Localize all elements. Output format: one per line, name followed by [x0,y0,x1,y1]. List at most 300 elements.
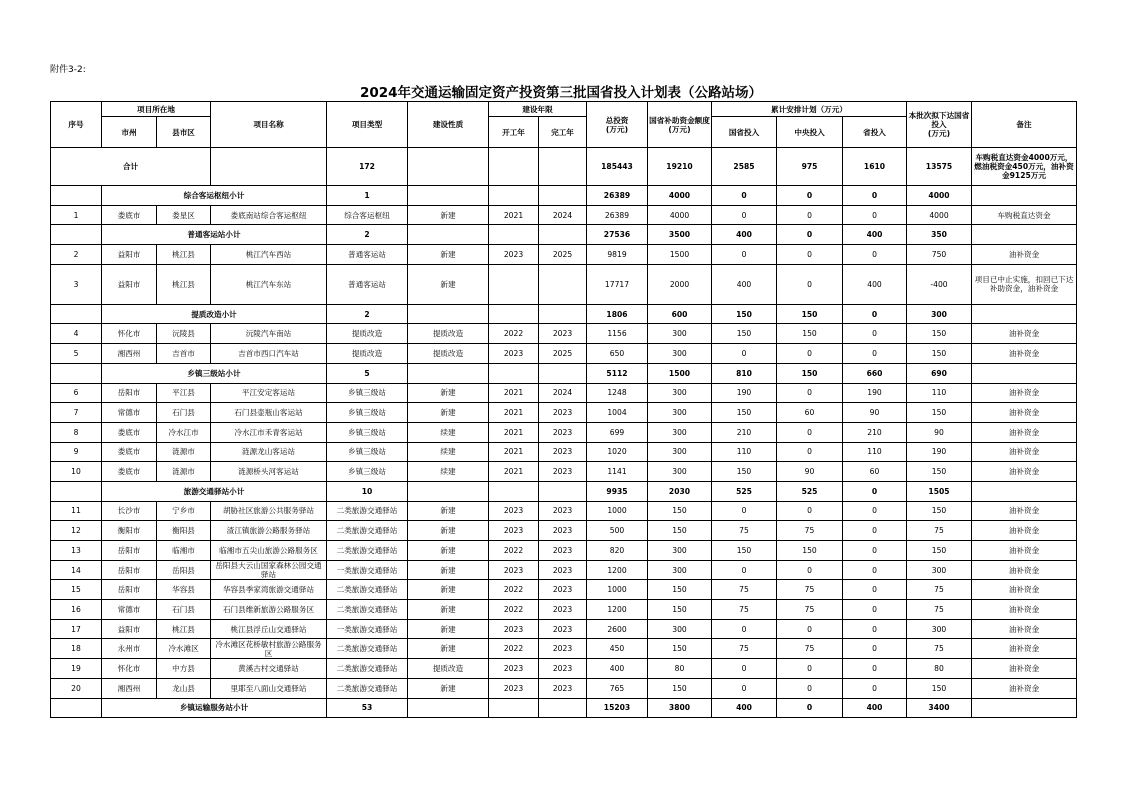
row-total-investment: 26389 [587,186,648,206]
table-row [51,245,1077,265]
row-project-type: 二类旅游交通驿站 [327,600,408,620]
row-remark: 油补资金 [972,521,1077,541]
row-project-name: 岳阳县大云山国家森林公园交通驿站 [211,560,327,580]
row-county: 桃江县 [157,619,211,639]
table-row [51,324,1077,344]
row-end-year: 2024 [539,205,587,225]
row-seq: 2 [51,245,102,265]
table-row [51,422,1077,442]
row-subsidy: 300 [648,442,712,462]
row-remark: 油补资金 [972,383,1077,403]
row-start-year: 2021 [489,442,539,462]
row-end-year: 2023 [539,541,587,561]
row-county: 沅陵县 [157,324,211,344]
row-this-batch: 150 [907,541,972,561]
header-this-batch: 本批次拟下达国省投入 (万元) [907,102,972,148]
row-county: 娄星区 [157,205,211,225]
row-state-investment: 150 [712,403,777,423]
row-construction-nature: 新建 [408,600,489,620]
row-remark: 项目已中止实施，扣回已下达补助资金，油补资金 [972,264,1077,304]
row-total-investment: 1156 [587,324,648,344]
row-subsidy: 80 [648,659,712,679]
row-state-investment: 0 [712,344,777,364]
row-state-investment: 75 [712,521,777,541]
subtotal-label: 综合客运枢纽小计 [102,186,327,206]
row-provincial-investment: 400 [843,698,907,718]
row-construction-nature: 新建 [408,521,489,541]
row-state-investment: 150 [712,462,777,482]
row-city: 长沙市 [102,501,157,521]
row-start-year: 2023 [489,678,539,698]
subtotal-row [51,225,1077,245]
row-central-investment: 525 [777,481,843,501]
row-central-investment: 0 [777,344,843,364]
row-total-investment: 1200 [587,560,648,580]
row-remark: 油补资金 [972,501,1077,521]
subtotal-label: 乡镇运输服务站小计 [102,698,327,718]
page-title: 2024年交通运输固定资产投资第三批国省投入计划表（公路站场） [359,85,763,101]
row-seq: 3 [51,264,102,304]
row-this-batch: 150 [907,403,972,423]
row-project-name: 桃江汽车西站 [211,245,327,265]
total-central: 975 [777,148,843,186]
row-this-batch: 150 [907,324,972,344]
row-city: 益阳市 [102,245,157,265]
row-this-batch: 150 [907,344,972,364]
row-total-investment: 15203 [587,698,648,718]
row-provincial-investment: 0 [843,541,907,561]
row-subsidy: 1500 [648,245,712,265]
row-central-investment: 0 [777,186,843,206]
total-batch: 13575 [907,148,972,186]
row-this-batch: 110 [907,383,972,403]
row-subsidy: 150 [648,678,712,698]
row-start-year: 2022 [489,600,539,620]
row-provincial-investment: 0 [843,521,907,541]
row-state-investment: 0 [712,245,777,265]
row-seq: 12 [51,521,102,541]
row-project-name: 里耶至八面山交通驿站 [211,678,327,698]
row-central-investment: 75 [777,600,843,620]
row-end-year: 2023 [539,639,587,659]
row-city: 岳阳市 [102,560,157,580]
row-seq: 10 [51,462,102,482]
row-remark [972,186,1077,206]
row-central-investment: 0 [777,225,843,245]
row-subsidy: 4000 [648,186,712,206]
total-subsidy: 19210 [648,148,712,186]
row-project-type: 综合客运枢纽 [327,205,408,225]
subtotal-type-count: 1 [327,186,408,206]
table-row [51,501,1077,521]
row-seq: 14 [51,560,102,580]
row-project-name: 石门县壶瓶山客运站 [211,403,327,423]
row-project-type: 乡镇三级站 [327,383,408,403]
row-city: 岳阳市 [102,580,157,600]
row-seq: 4 [51,324,102,344]
row-start-year: 2023 [489,344,539,364]
row-project-type: 乡镇三级站 [327,422,408,442]
row-end-year: 2023 [539,560,587,580]
row-state-investment: 400 [712,264,777,304]
row-project-type: 二类旅游交通驿站 [327,501,408,521]
header-state-investment: 国省投入 [712,117,777,148]
row-end-year: 2023 [539,521,587,541]
table-row [51,403,1077,423]
total-state: 2585 [712,148,777,186]
row-end-year: 2023 [539,659,587,679]
row-this-batch: 4000 [907,205,972,225]
row-construction-nature: 新建 [408,619,489,639]
row-central-investment: 90 [777,462,843,482]
row-project-type: 一类旅游交通驿站 [327,560,408,580]
row-state-investment: 75 [712,639,777,659]
row-end-year: 2023 [539,462,587,482]
row-remark: 油补资金 [972,560,1077,580]
header-seq: 序号 [51,102,102,148]
row-remark: 车购税直达资金 [972,205,1077,225]
row-state-investment: 0 [712,560,777,580]
row-project-type: 普通客运站 [327,245,408,265]
subtotal-label: 普通客运站小计 [102,225,327,245]
row-subsidy: 300 [648,403,712,423]
row-total-investment: 400 [587,659,648,679]
row-central-investment: 150 [777,541,843,561]
row-total-investment: 1141 [587,462,648,482]
row-remark [972,698,1077,718]
row-end-year: 2023 [539,501,587,521]
table-row [51,344,1077,364]
row-this-batch: 350 [907,225,972,245]
subtotal-type-count: 2 [327,304,408,324]
row-construction-nature: 提质改造 [408,344,489,364]
row-project-name: 华容县季家湾旅游交通驿站 [211,580,327,600]
row-subsidy: 1500 [648,363,712,383]
row-county: 桃江县 [157,264,211,304]
row-county: 冷水江市 [157,422,211,442]
row-end-year: 2023 [539,678,587,698]
row-county: 岳阳县 [157,560,211,580]
row-start-year: 2022 [489,580,539,600]
row-central-investment: 0 [777,383,843,403]
row-project-name: 石门县维新旅游公路服务区 [211,600,327,620]
row-county: 临湘市 [157,541,211,561]
row-this-batch: 150 [907,462,972,482]
row-project-name: 渣江镇旅游公路服务驿站 [211,521,327,541]
table-row [51,442,1077,462]
row-this-batch: 690 [907,363,972,383]
row-end-year [539,264,587,304]
row-provincial-investment: 0 [843,501,907,521]
row-construction-nature: 新建 [408,403,489,423]
row-total-investment: 9935 [587,481,648,501]
row-start-year: 2021 [489,205,539,225]
row-remark: 油补资金 [972,344,1077,364]
row-seq: 15 [51,580,102,600]
row-project-name: 冷水江市禾青客运站 [211,422,327,442]
row-this-batch: 80 [907,659,972,679]
row-county: 石门县 [157,600,211,620]
table-row [51,462,1077,482]
table-row [51,521,1077,541]
row-county: 宁乡市 [157,501,211,521]
row-provincial-investment: 400 [843,225,907,245]
row-total-investment: 500 [587,521,648,541]
row-county: 石门县 [157,403,211,423]
row-this-batch: 150 [907,678,972,698]
row-start-year: 2021 [489,462,539,482]
row-provincial-investment: 0 [843,560,907,580]
row-provincial-investment: 0 [843,245,907,265]
row-central-investment: 75 [777,639,843,659]
row-total-investment: 699 [587,422,648,442]
row-seq: 18 [51,639,102,659]
row-provincial-investment: 0 [843,344,907,364]
total-type-count: 172 [327,148,408,186]
row-city: 益阳市 [102,619,157,639]
row-seq: 17 [51,619,102,639]
row-central-investment: 0 [777,698,843,718]
row-seq: 9 [51,442,102,462]
row-total-investment: 5112 [587,363,648,383]
row-construction-nature: 提质改造 [408,324,489,344]
row-construction-nature: 新建 [408,205,489,225]
row-end-year: 2023 [539,324,587,344]
row-state-investment: 75 [712,600,777,620]
row-remark [972,481,1077,501]
row-start-year: 2021 [489,422,539,442]
header-subsidy-quota: 国省补助资金额度 (万元) [648,102,712,148]
row-state-investment: 400 [712,698,777,718]
row-total-investment: 17717 [587,264,648,304]
table-row [51,383,1077,403]
row-project-name: 涟源桥头河客运站 [211,462,327,482]
row-provincial-investment: 0 [843,600,907,620]
row-construction-nature: 新建 [408,501,489,521]
table-row [51,205,1077,225]
row-start-year: 2022 [489,541,539,561]
row-remark: 油补资金 [972,541,1077,561]
row-construction-nature: 续建 [408,422,489,442]
row-total-investment: 1000 [587,501,648,521]
row-this-batch: 75 [907,580,972,600]
row-end-year: 2025 [539,344,587,364]
row-state-investment: 0 [712,619,777,639]
row-provincial-investment: 0 [843,304,907,324]
row-this-batch: 300 [907,304,972,324]
row-provincial-investment: 0 [843,580,907,600]
row-construction-nature: 新建 [408,560,489,580]
row-project-type: 二类旅游交通驿站 [327,521,408,541]
subtotal-row [51,304,1077,324]
row-city: 岳阳市 [102,541,157,561]
row-subsidy: 300 [648,383,712,403]
table-row [51,639,1077,659]
row-start-year: 2021 [489,403,539,423]
header-start-year: 开工年 [489,117,539,148]
row-remark: 油补资金 [972,619,1077,639]
header-city: 市州 [102,117,157,148]
row-this-batch: 75 [907,639,972,659]
row-county: 涟源市 [157,442,211,462]
header-central-investment: 中央投入 [777,117,843,148]
row-this-batch: 1505 [907,481,972,501]
row-remark [972,304,1077,324]
subtotal-row [51,186,1077,206]
table-row [51,560,1077,580]
row-project-type: 普通客运站 [327,264,408,304]
row-seq: 19 [51,659,102,679]
row-end-year: 2023 [539,600,587,620]
row-subsidy: 300 [648,462,712,482]
row-state-investment: 190 [712,383,777,403]
row-state-investment: 150 [712,324,777,344]
row-state-investment: 525 [712,481,777,501]
row-central-investment: 0 [777,442,843,462]
total-label: 合计 [51,148,211,186]
row-state-investment: 210 [712,422,777,442]
row-end-year: 2023 [539,619,587,639]
row-seq: 16 [51,600,102,620]
row-project-type: 乡镇三级站 [327,442,408,462]
row-central-investment: 60 [777,403,843,423]
row-start-year: 2022 [489,639,539,659]
row-construction-nature: 续建 [408,442,489,462]
row-central-investment: 0 [777,264,843,304]
row-city: 娄底市 [102,422,157,442]
row-remark: 油补资金 [972,324,1077,344]
row-start-year: 2022 [489,324,539,344]
row-state-investment: 400 [712,225,777,245]
row-subsidy: 300 [648,619,712,639]
row-seq: 1 [51,205,102,225]
row-seq: 7 [51,403,102,423]
row-project-name: 沅陵汽车南站 [211,324,327,344]
row-central-investment: 0 [777,560,843,580]
row-seq: 20 [51,678,102,698]
row-central-investment: 0 [777,245,843,265]
row-subsidy: 300 [648,541,712,561]
row-subsidy: 3500 [648,225,712,245]
row-project-name: 桃江县浮丘山交通驿站 [211,619,327,639]
header-end-year: 完工年 [539,117,587,148]
row-city: 常德市 [102,403,157,423]
row-total-investment: 1200 [587,600,648,620]
row-construction-nature: 新建 [408,639,489,659]
row-start-year [489,264,539,304]
row-provincial-investment: 0 [843,186,907,206]
row-remark: 油补资金 [972,403,1077,423]
subtotal-label: 旅游交通驿站小计 [102,481,327,501]
row-provincial-investment: 400 [843,264,907,304]
total-row [51,148,1077,186]
row-project-type: 乡镇三级站 [327,462,408,482]
subtotal-row [51,698,1077,718]
subtotal-label: 提质改造小计 [102,304,327,324]
row-total-investment: 1004 [587,403,648,423]
row-remark: 油补资金 [972,600,1077,620]
row-county: 桃江县 [157,245,211,265]
row-provincial-investment: 190 [843,383,907,403]
row-provincial-investment: 0 [843,639,907,659]
row-this-batch: 750 [907,245,972,265]
row-remark: 油补资金 [972,245,1077,265]
row-this-batch: 300 [907,560,972,580]
header-provincial-investment: 省投入 [843,117,907,148]
row-state-investment: 810 [712,363,777,383]
row-subsidy: 300 [648,560,712,580]
table-row [51,264,1077,304]
row-provincial-investment: 60 [843,462,907,482]
row-central-investment: 0 [777,659,843,679]
row-state-investment: 0 [712,501,777,521]
row-subsidy: 3800 [648,698,712,718]
row-end-year: 2023 [539,403,587,423]
row-remark: 油补资金 [972,422,1077,442]
row-construction-nature: 新建 [408,678,489,698]
row-state-investment: 0 [712,678,777,698]
row-state-investment: 0 [712,205,777,225]
row-project-name: 桃江汽车东站 [211,264,327,304]
row-remark [972,363,1077,383]
row-total-investment: 1020 [587,442,648,462]
row-this-batch: 75 [907,600,972,620]
header-project-type: 项目类型 [327,102,408,148]
row-remark: 油补资金 [972,580,1077,600]
row-this-batch: 3400 [907,698,972,718]
row-start-year: 2021 [489,383,539,403]
row-subsidy: 300 [648,344,712,364]
row-state-investment: 0 [712,186,777,206]
table-row [51,659,1077,679]
attachment-label: 附件3-2: [50,65,86,75]
subtotal-row [51,363,1077,383]
row-subsidy: 150 [648,501,712,521]
total-investment: 185443 [587,148,648,186]
row-county: 华容县 [157,580,211,600]
row-subsidy: 2000 [648,264,712,304]
row-total-investment: 1806 [587,304,648,324]
row-county: 中方县 [157,659,211,679]
row-city: 怀化市 [102,659,157,679]
row-seq: 6 [51,383,102,403]
row-remark: 油补资金 [972,659,1077,679]
row-project-type: 一类旅游交通驿站 [327,619,408,639]
header-construction-years: 建设年限 [489,102,587,117]
header-project-name: 项目名称 [211,102,327,148]
row-county: 涟源市 [157,462,211,482]
row-provincial-investment: 0 [843,205,907,225]
row-central-investment: 75 [777,521,843,541]
row-provincial-investment: 660 [843,363,907,383]
row-city: 益阳市 [102,264,157,304]
row-city: 岳阳市 [102,383,157,403]
table-row [51,600,1077,620]
row-city: 湘西州 [102,678,157,698]
row-start-year: 2023 [489,560,539,580]
row-remark [972,225,1077,245]
row-central-investment: 150 [777,363,843,383]
row-this-batch: 90 [907,422,972,442]
row-provincial-investment: 0 [843,481,907,501]
row-subsidy: 600 [648,304,712,324]
row-project-name: 胡胁社区旅游公共服务驿站 [211,501,327,521]
row-seq: 8 [51,422,102,442]
row-project-name: 涟源龙山客运站 [211,442,327,462]
row-this-batch: -400 [907,264,972,304]
row-remark: 油补资金 [972,639,1077,659]
row-provincial-investment: 110 [843,442,907,462]
